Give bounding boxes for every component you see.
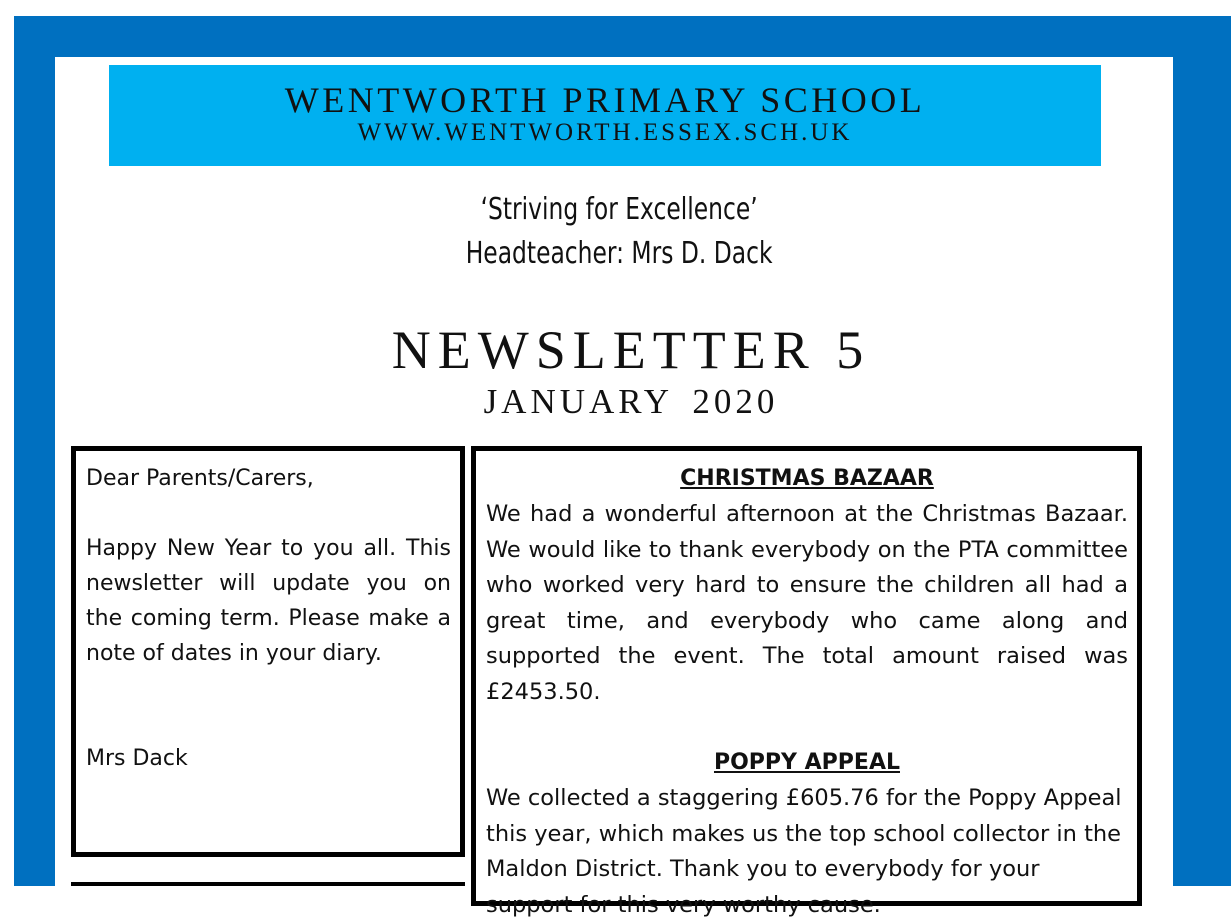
school-motto: ‘Striving for Excellence’ [480,192,758,227]
headteacher-line: Headteacher: Mrs D. Dack [465,236,773,271]
welcome-box [71,446,465,857]
school-banner [109,65,1101,166]
welcome-greeting: Dear Parents/Carers, [86,466,314,491]
article-heading: POPPY APPEAL [713,750,900,775]
section-divider [71,882,465,886]
motto-block [139,188,1099,276]
school-name: WENTWORTH PRIMARY SCHOOL [284,80,926,120]
article-body: We had a wonderful afternoon at the Christmas Bazaar. We would like to thank everybody on the PTA committee who worked very hard to ensure the children all had a great time, and everybody who came along and supported the event. The total amount raised was £2453.50. [486,501,1128,705]
welcome-body: Happy New Year to you all. This newsletter will update you on the coming term. Please make a note of dates in your diary. [86,536,451,666]
article-body: We collected a staggering £605.76 for the Poppy Appeal this year, which makes us the top school collector in the Maldon District. Thank you to everybody for your support for this very worthy cause. [486,785,1122,918]
article-heading: CHRISTMAS BAZAAR [680,466,934,491]
newsletter-date: JANUARY 2020 [483,382,779,421]
news-box [471,446,1142,918]
school-website: WWW.WENTWORTH.ESSEX.SCH.UK [357,119,853,146]
welcome-signature: Mrs Dack [86,746,188,771]
newsletter-title: NEWSLETTER 5 [391,320,871,380]
